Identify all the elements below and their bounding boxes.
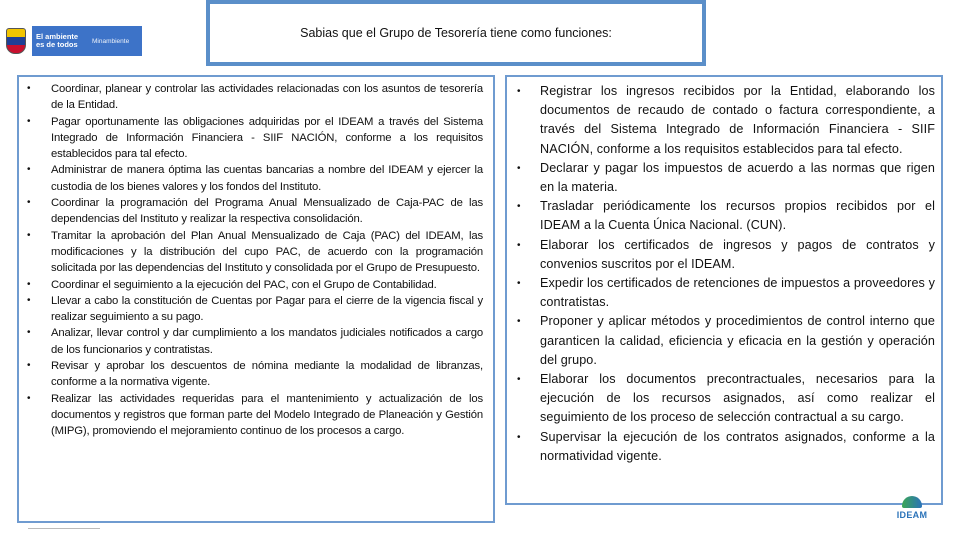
list-item: • Declarar y pagar los impuestos de acuerdo a las normas que rigen en la materia. <box>513 159 935 197</box>
ideam-logo-icon <box>902 496 922 508</box>
left-functions-panel <box>17 75 495 523</box>
list-item: • Proponer y aplicar métodos y procedimientos de control interno que garanticen la calidad, eficiencia y eficacia en la gestión y operación del grupo. <box>513 312 935 370</box>
brand-main-text: El ambiente es de todos <box>36 32 79 49</box>
list-item: • Llevar a cabo la constitución de Cuentas por Pagar para el cierre de la vigencia fiscal y realizar seguimiento a su pago. <box>25 293 483 326</box>
right-functions-list <box>513 82 935 466</box>
list-item: • Coordinar el seguimiento a la ejecución del PAC, con el Grupo de Contabilidad. <box>25 277 483 293</box>
list-item: • Elaborar los documentos precontractuales, necesarios para la ejecución de los recursos asignados, así como realizar el seguimiento de los proceso de selección contractual a su cargo. <box>513 370 935 428</box>
list-item: • Revisar y aprobar los descuentos de nómina mediante la modalidad de libranzas, conforme a la normativa vigente. <box>25 358 483 391</box>
list-item: • Expedir los certificados de retenciones de impuestos a proveedores y contratistas. <box>513 274 935 312</box>
list-item: • Tramitar la aprobación del Plan Anual Mensualizado de Caja (PAC) del IDEAM, las modificaciones y la distribución del cupo PAC, de acuerdo con la programación solicitada por las dependencias del Instituto y consolidada por el Grupo de Presupuesto. <box>25 228 483 277</box>
brand-banner <box>32 26 142 56</box>
list-item: • Administrar de manera óptima las cuentas bancarias a nombre del IDEAM y ejercer la custodia de los bienes valores y los fondos del Instituto. <box>25 162 483 195</box>
list-item: • Coordinar, planear y controlar las actividades relacionadas con los asuntos de tesorería de la Entidad. <box>25 81 483 114</box>
colombia-shield-icon <box>6 28 26 54</box>
ideam-logo <box>888 496 936 526</box>
list-item: • Realizar las actividades requeridas para el mantenimiento y actualización de los documentos y registros que forman parte del Modelo Integrado de Planeación y Gestión (MIPG), promoviendo el mejoramiento continuo de los procesos a cargo. <box>25 391 483 440</box>
left-functions-list <box>25 81 483 440</box>
right-functions-panel <box>505 75 943 505</box>
brand-sub-text: Minambiente <box>92 37 130 45</box>
page-title: Sabias que el Grupo de Tesorería tiene como funciones: <box>300 26 612 40</box>
list-item: • Elaborar los certificados de ingresos y pagos de contratos y convenios suscritos por el IDEAM. <box>513 236 935 274</box>
footer-mark <box>28 520 100 529</box>
title-box <box>206 0 706 66</box>
list-item: • Registrar los ingresos recibidos por la Entidad, elaborando los documentos de recaudo de contado o factura correspondiente, a través del Sistema Integrado de Información Financiera - SIIF NACIÓN, conforme a los requisitos establecidos para tal efecto. <box>513 82 935 159</box>
list-item: • Coordinar la programación del Programa Anual Mensualizado de Caja-PAC de las dependencias del Instituto y realizar la respectiva consolidación. <box>25 195 483 228</box>
list-item: • Analizar, llevar control y dar cumplimiento a los mandatos judiciales notificados a cargo de los funcionarios y contratistas. <box>25 325 483 358</box>
ideam-logo-text: IDEAM <box>896 510 928 520</box>
list-item: • Pagar oportunamente las obligaciones adquiridas por el IDEAM a través del Sistema Integrado de Información Financiera - SIIF NACIÓN, conforme a los requisitos establecidos para tal efecto. <box>25 114 483 163</box>
list-item: • Trasladar periódicamente los recursos propios recibidos por el IDEAM a la Cuenta Única Nacional. (CUN). <box>513 197 935 235</box>
list-item: • Supervisar la ejecución de los contratos asignados, conforme a la normatividad vigente. <box>513 428 935 466</box>
minambiente-logo <box>6 26 142 56</box>
